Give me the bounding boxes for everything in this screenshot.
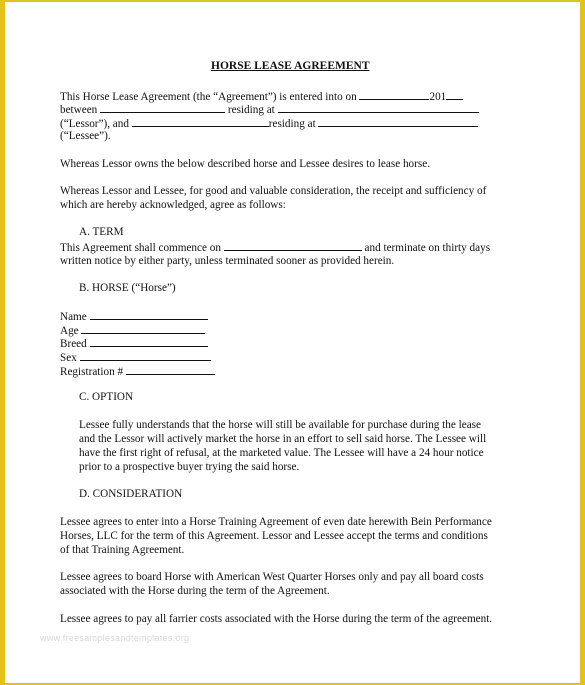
year-blank[interactable]: [446, 89, 463, 100]
registration-label: Registration #: [60, 366, 124, 378]
horse-field-name: [60, 309, 208, 324]
horse-field-breed: [60, 336, 208, 351]
lessor-label: (“Lessor”), and: [60, 118, 129, 130]
whereas-paragraph-2-line-1: Whereas Lessor and Lessee, for good and valuable consideration, the receipt and sufficiency of: [60, 185, 487, 197]
watermark: www.freesamplesandtemplates.org: [40, 633, 190, 643]
registration-blank[interactable]: [126, 364, 215, 375]
breed-label: Breed: [60, 338, 87, 350]
horse-field-sex: [60, 350, 211, 365]
lessor-address-blank[interactable]: [278, 102, 479, 113]
horse-field-registration: [60, 364, 215, 379]
section-d-p1-line-3: of that Training Agreement.: [60, 544, 185, 556]
age-blank[interactable]: [81, 323, 205, 334]
lessee-address-blank[interactable]: [318, 116, 478, 127]
year-prefix: 201: [429, 91, 447, 103]
section-a-line-1: [60, 240, 490, 255]
commence-date-blank[interactable]: [224, 240, 362, 251]
whereas-paragraph-2-line-2: which are hereby acknowledged, agree as follows:: [60, 199, 286, 211]
name-label: Name: [60, 311, 87, 323]
sex-label: Sex: [60, 352, 77, 364]
intro-text: This Horse Lease Agreement (the “Agreement”) is entered into on: [60, 91, 357, 103]
section-a-heading: A. TERM: [79, 226, 124, 238]
section-b-heading: B. HORSE (“Horse”): [79, 282, 176, 294]
intro-line-2: [60, 102, 479, 117]
lessee-label: (“Lessee”).: [60, 130, 111, 142]
terminate-text: and terminate on thirty days: [364, 242, 491, 254]
section-d-p1-line-1: Lessee agrees to enter into a Horse Training Agreement of even date herewith Bein Performance: [60, 516, 492, 528]
section-d-p3-line-1: Lessee agrees to pay all farrier costs associated with the Horse during the term of the agreement.: [60, 613, 493, 625]
section-d-p2-line-2: associated with the Horse during the term of the Agreement.: [60, 585, 330, 597]
lessee-residing-label: residing at: [268, 118, 316, 130]
section-d-heading: D. CONSIDERATION: [79, 488, 183, 500]
section-d-p1-line-2: Horses, LLC for the term of this Agreement. Lessor and Lessee accept the terms and conditions: [60, 530, 488, 542]
section-c-line-3: have the first right of refusal, at the marketed value. The Lessee will have a 24 hour notice: [79, 447, 484, 459]
commence-text: This Agreement shall commence on: [60, 242, 221, 254]
section-c-line-1: Lessee fully understands that the horse will still be available for purchase during the lease: [79, 419, 482, 431]
lessor-residing-label: residing at: [227, 104, 275, 116]
lessor-name-blank[interactable]: [100, 102, 225, 113]
breed-blank[interactable]: [90, 336, 208, 347]
section-c-line-2: and the Lessor will actively market the horse in an effort to sell said horse. The Lessee will: [79, 433, 487, 445]
age-label: Age: [60, 325, 79, 337]
whereas-paragraph-1: Whereas Lessor owns the below described horse and Lessee desires to lease horse.: [60, 158, 430, 170]
sex-blank[interactable]: [80, 350, 211, 361]
section-a-line-2: written notice by either party, unless terminated sooner as provided herein.: [60, 255, 395, 267]
section-d-p2-line-1: Lessee agrees to board Horse with American West Quarter Horses only and pay all board costs: [60, 571, 484, 583]
section-c-heading: C. OPTION: [79, 391, 134, 403]
name-blank[interactable]: [90, 309, 208, 320]
document-title: HORSE LEASE AGREEMENT: [211, 60, 370, 72]
section-c-line-4: prior to a prospective buyer trying the said horse.: [79, 461, 300, 473]
lessee-name-blank[interactable]: [132, 116, 269, 127]
between-label: between: [60, 104, 98, 116]
intro-line-3: [60, 116, 478, 131]
date-blank[interactable]: [359, 89, 429, 100]
